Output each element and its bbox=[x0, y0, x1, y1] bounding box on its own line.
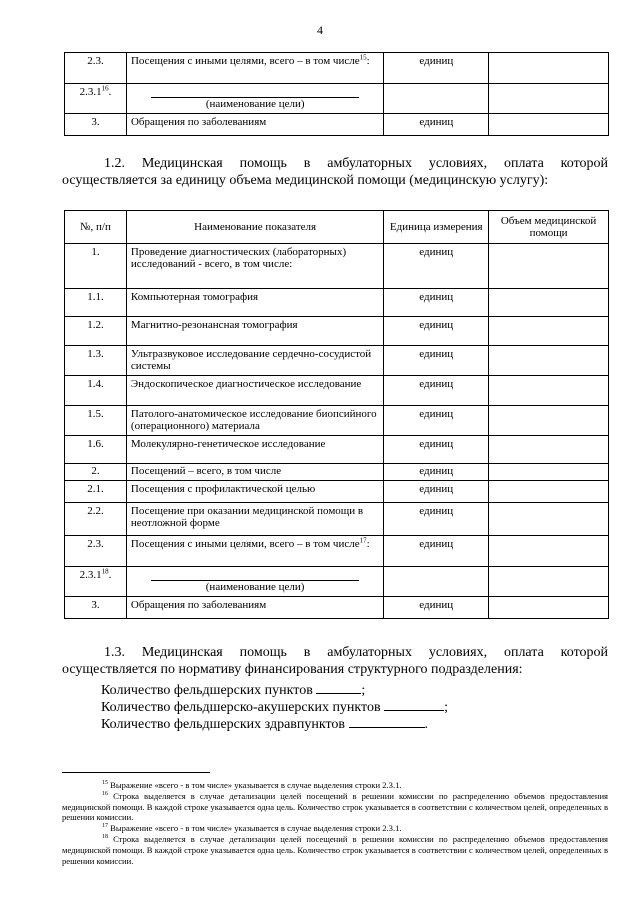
table-row bbox=[65, 346, 609, 376]
row-unit: единиц bbox=[384, 597, 489, 619]
row-unit: единиц bbox=[384, 317, 489, 346]
row-volume[interactable] bbox=[489, 536, 609, 567]
table-row bbox=[65, 53, 609, 84]
row-name: Магнитно-резонансная томография bbox=[126, 317, 383, 346]
row-name: Посещений – всего, в том числе bbox=[126, 464, 383, 481]
row-volume[interactable] bbox=[489, 567, 609, 597]
row-unit: единиц bbox=[384, 503, 489, 536]
section-1-3-text: 1.3. Медицинская помощь в амбулаторных условиях, оплата которой осуществляется по нормативу финансирования структурного подразделения: bbox=[62, 645, 608, 677]
table-row bbox=[65, 84, 609, 114]
row-volume[interactable] bbox=[489, 376, 609, 406]
row-unit: единиц bbox=[384, 53, 489, 84]
section-1-2-text: 1.2. Медицинская помощь в амбулаторных условиях, оплата которой осуществляется за единицу объема медицинской помощи (медицинскую услугу): bbox=[62, 156, 608, 188]
table-row bbox=[65, 503, 609, 536]
count-zdravpunkty: Количество фельдшерских здравпунктов . bbox=[101, 717, 429, 732]
row-volume[interactable] bbox=[489, 597, 609, 619]
header-row bbox=[65, 211, 609, 244]
row-unit: единиц bbox=[384, 346, 489, 376]
row-name: Посещение при оказании медицинской помощи в неотложной форме bbox=[126, 503, 383, 536]
row-volume[interactable] bbox=[489, 317, 609, 346]
row-volume[interactable] bbox=[489, 53, 609, 84]
row-name: Ультразвуковое исследование сердечно-сосудистой системы bbox=[126, 346, 383, 376]
main-table bbox=[64, 210, 609, 619]
caption: (наименование цели) bbox=[205, 98, 305, 110]
footnote: $^{17}$ Выражение «всего - в том числе» указывается в случае выделения строки 2.3.1. bbox=[102, 823, 402, 834]
header-volume: Объем медицинской помощи bbox=[489, 211, 609, 244]
row-unit: единиц bbox=[384, 536, 489, 567]
table-row bbox=[65, 481, 609, 503]
row-unit bbox=[384, 84, 489, 114]
table-row bbox=[65, 464, 609, 481]
page-number: 4 bbox=[317, 23, 323, 37]
row-name: Эндоскопическое диагностическое исследование bbox=[126, 376, 383, 406]
row-volume[interactable] bbox=[489, 406, 609, 436]
row-name: Проведение диагностических (лабораторных) исследований - всего, в том числе: bbox=[126, 244, 383, 289]
row-number: 2.3. bbox=[65, 53, 127, 84]
row-number: 1. bbox=[65, 244, 127, 289]
row-name: Патолого-анатомическое исследование биопсийного (операционного) материала bbox=[126, 406, 383, 436]
row-volume[interactable] bbox=[489, 481, 609, 503]
table-row bbox=[65, 289, 609, 317]
row-volume[interactable] bbox=[489, 244, 609, 289]
footnote: $^{16}$ Строка выделяется в случае детализации целей посещений в решении комиссии по распределению объемов предоставления медицинской помощи. В каждой строке указывается одна цель. Количество строк указывается в соответствии с количеством целей, определенных в решении комиссии. bbox=[62, 790, 608, 823]
table-row bbox=[65, 114, 609, 136]
top-table bbox=[64, 52, 609, 136]
row-number: 2.3.1$^{16}$. bbox=[65, 84, 127, 114]
footnote: $^{18}$ Строка выделяется в случае детализации целей посещений в решении комиссии по распределению объемов предоставления медицинской помощи. В каждой строке указывается одна цель. Количество строк указывается в соответствии с количеством целей, определенных в решении комиссии. bbox=[62, 833, 608, 866]
table-row bbox=[65, 536, 609, 567]
row-unit: единиц bbox=[384, 464, 489, 481]
row-name: Посещения с иными целями, всего – в том числе$^{17}$: bbox=[126, 536, 383, 567]
row-volume[interactable] bbox=[489, 436, 609, 464]
row-volume[interactable] bbox=[489, 503, 609, 536]
header-unit: Единица измерения bbox=[384, 211, 489, 244]
table-row bbox=[65, 597, 609, 619]
row-unit: единиц bbox=[384, 114, 489, 136]
row-number: 1.3. bbox=[65, 346, 127, 376]
header-num: №, п/п bbox=[65, 211, 127, 244]
row-number: 2. bbox=[65, 464, 127, 481]
row-volume[interactable] bbox=[489, 289, 609, 317]
row-number: 1.6. bbox=[65, 436, 127, 464]
row-name: Посещения с профилактической целью bbox=[126, 481, 383, 503]
table-row bbox=[65, 244, 609, 289]
row-number: 3. bbox=[65, 114, 127, 136]
table-row bbox=[65, 406, 609, 436]
count-input[interactable] bbox=[316, 681, 361, 694]
count-input[interactable] bbox=[349, 715, 425, 728]
footnote: $^{15}$ Выражение «всего - в том числе» указывается в случае выделения строки 2.3.1. bbox=[102, 780, 402, 790]
table-row bbox=[65, 376, 609, 406]
row-volume[interactable] bbox=[489, 464, 609, 481]
row-name: Компьютерная томография bbox=[126, 289, 383, 317]
row-number: 2.3. bbox=[65, 536, 127, 567]
count-fap: Количество фельдшерско-акушерских пунктов ; bbox=[101, 700, 448, 715]
count-feldsher-points: Количество фельдшерских пунктов ; bbox=[101, 683, 366, 698]
row-volume[interactable] bbox=[489, 84, 609, 114]
row-name: Обращения по заболеваниям bbox=[126, 114, 384, 136]
row-number: 1.2. bbox=[65, 317, 127, 346]
row-number: 2.3.1$^{18}$. bbox=[65, 567, 127, 597]
row-number: 1.1. bbox=[65, 289, 127, 317]
row-number: 1.4. bbox=[65, 376, 127, 406]
row-number: 3. bbox=[65, 597, 127, 619]
count-input[interactable] bbox=[384, 698, 444, 711]
row-name: Посещения с иными целями, всего – в том числе$^{15}$: bbox=[126, 53, 384, 84]
row-volume[interactable] bbox=[489, 346, 609, 376]
caption: (наименование цели) bbox=[205, 581, 305, 593]
row-unit: единиц bbox=[384, 436, 489, 464]
row-unit bbox=[384, 567, 489, 597]
row-name: Молекулярно-генетическое исследование bbox=[126, 436, 383, 464]
row-volume[interactable] bbox=[489, 114, 609, 136]
table-row bbox=[65, 436, 609, 464]
footnotes bbox=[62, 780, 608, 866]
footnote-separator bbox=[62, 772, 210, 773]
row-unit: единиц bbox=[384, 244, 489, 289]
row-unit: единиц bbox=[384, 406, 489, 436]
row-name: Обращения по заболеваниям bbox=[126, 597, 383, 619]
header-name: Наименование показателя bbox=[126, 211, 383, 244]
row-unit: единиц bbox=[384, 289, 489, 317]
table-row bbox=[65, 567, 609, 597]
row-unit: единиц bbox=[384, 481, 489, 503]
row-number: 2.2. bbox=[65, 503, 127, 536]
table-row bbox=[65, 317, 609, 346]
row-unit: единиц bbox=[384, 376, 489, 406]
row-name bbox=[126, 84, 384, 114]
row-number: 2.1. bbox=[65, 481, 127, 503]
row-number: 1.5. bbox=[65, 406, 127, 436]
row-name bbox=[126, 567, 383, 597]
